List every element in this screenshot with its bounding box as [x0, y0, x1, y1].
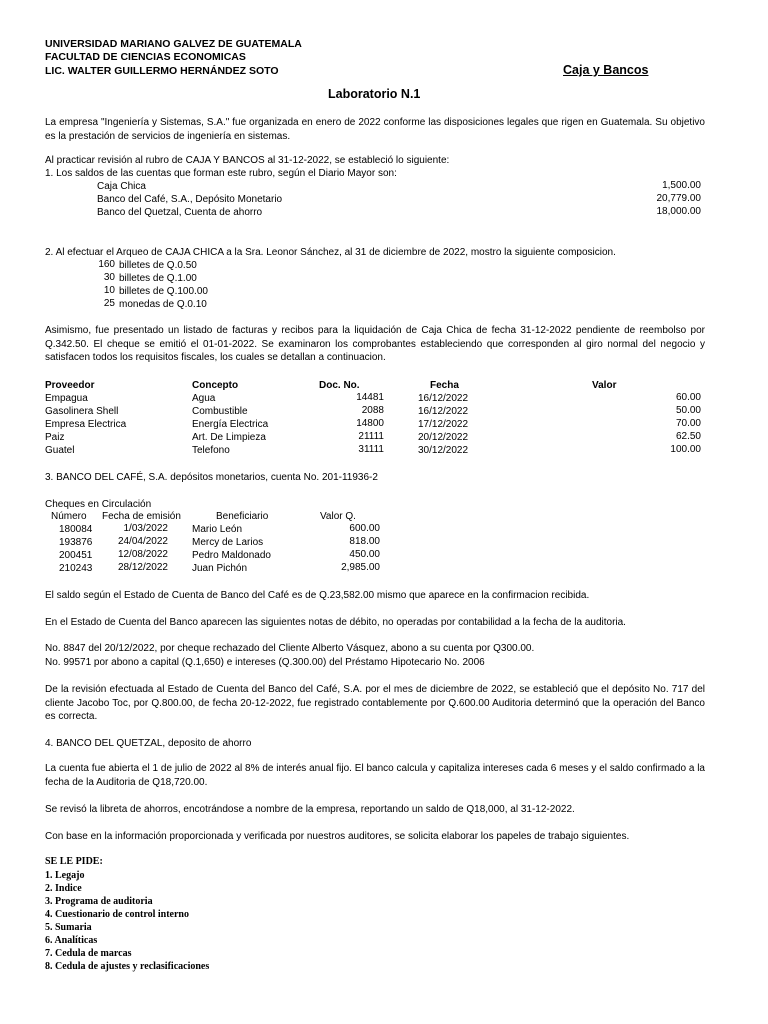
debit-note: No. 8847 del 20/12/2022, por cheque rechazado del Cliente Alberto Vásquez, abono a su cuenta por Q300.00.: [45, 643, 535, 654]
list-item: 7. Cedula de marcas: [45, 948, 132, 959]
check-cell: 1/03/2022: [123, 523, 168, 534]
list-item: 1. Legajo: [45, 870, 85, 881]
check-cell: Pedro Maldonado: [192, 550, 271, 561]
table-cell: Combustible: [192, 406, 248, 417]
list-item: 4. Cuestionario de control interno: [45, 909, 189, 920]
revision-line: Al practicar revisión al rubro de CAJA Y BANCOS al 31-12-2022, se estableció lo siguiente:: [45, 155, 450, 166]
table-cell: 30/12/2022: [418, 445, 469, 456]
requirements-title: SE LE PIDE:: [45, 856, 103, 867]
table-header: Concepto: [192, 380, 239, 391]
table-cell: 62.50: [675, 431, 701, 442]
check-cell: 193876: [59, 537, 93, 548]
list-item: 3. Programa de auditoria: [45, 896, 153, 907]
table-cell: Paiz: [45, 432, 65, 443]
composition-qty: 160: [98, 259, 115, 270]
check-cell: Mario León: [192, 524, 243, 535]
list-item: 8. Cedula de ajustes y reclasificaciones: [45, 961, 210, 972]
table-cell: 14800: [356, 418, 384, 429]
table-cell: 21111: [358, 431, 384, 442]
table-cell: Agua: [192, 393, 216, 404]
check-cell: 210243: [59, 563, 93, 574]
check-cell: 450.00: [349, 549, 380, 560]
saldo-paragraph: El saldo según el Estado de Cuenta de Banco del Café es de Q.23,582.00 mismo que aparece en la confirmacion recibida.: [45, 590, 590, 601]
savings-account-paragraph: La cuenta fue abierta el 1 de julio de 2022 al 8% de interés anual fijo. El banco calcula y capitaliza intereses cada 6 meses y el saldo confirmado a la fecha de la Auditoria de Q18,720.00.: [45, 763, 705, 788]
check-cell: 600.00: [349, 523, 380, 534]
table-cell: 70.00: [675, 418, 701, 429]
table-cell: 17/12/2022: [418, 419, 469, 430]
account-name: Banco del Quetzal, Cuenta de ahorro: [97, 207, 263, 218]
composition-qty: 10: [103, 285, 115, 296]
table-cell: Gasolinera Shell: [45, 406, 119, 417]
account-name: Caja Chica: [97, 181, 146, 192]
check-cell: Juan Pichón: [192, 563, 248, 574]
item1-text: 1. Los saldos de las cuentas que forman este rubro, según el Diario Mayor son:: [45, 168, 397, 179]
check-cell: 200451: [59, 550, 93, 561]
faculty-name: FACULTAD DE CIENCIAS ECONOMICAS: [45, 51, 246, 63]
table-cell: 2088: [361, 405, 384, 416]
item2-text: 2. Al efectuar el Arqueo de CAJA CHICA a la Sra. Leonor Sánchez, al 31 de diciembre de 2022, mostro la siguiente composicion.: [45, 247, 616, 258]
table-cell: Empresa Electrica: [45, 419, 127, 430]
debit-notes-intro: En el Estado de Cuenta del Banco aparecen las siguientes notas de débito, no operadas por contabilidad a la fecha de la auditoria.: [45, 617, 626, 628]
item4-text: 4. BANCO DEL QUETZAL, deposito de ahorro: [45, 738, 252, 749]
table-cell: Guatel: [45, 445, 75, 456]
table-cell: 60.00: [675, 392, 701, 403]
check-cell: 180084: [59, 524, 93, 535]
deposit-paragraph: De la revisión efectuada al Estado de Cuenta del Banco del Café, S.A. por el mes de diciembre de 2022, se estableció que el depósito No. 717 del cliente Jacobo Toc, por Q.800.00, de fecha 20-12-2022, fue registrado contablemente por Q.600.00 Auditoria determinó que la operación del Banco es correcta.: [45, 684, 705, 722]
check-cell: 12/08/2022: [117, 549, 168, 560]
check-cell: 818.00: [349, 536, 380, 547]
checks-header: Beneficiario: [216, 511, 269, 522]
checks-header: Valor Q.: [320, 511, 356, 522]
table-cell: 100.00: [670, 444, 701, 455]
table-header: Fecha: [430, 380, 459, 391]
check-cell: 24/04/2022: [117, 536, 168, 547]
account-amount: 1,500.00: [662, 180, 701, 191]
item3-text: 3. BANCO DEL CAFÉ, S.A. depósitos monetarios, cuenta No. 201-11936-2: [45, 472, 378, 483]
table-header: Proveedor: [45, 380, 95, 391]
request-paragraph: Con base en la información proporcionada y verificada por nuestros auditores, se solicita elaborar los papeles de trabajo siguientes.: [45, 831, 630, 842]
composition-desc: monedas de Q.0.10: [119, 299, 207, 310]
subject-title: Caja y Bancos: [563, 63, 649, 77]
list-item: 5. Sumaria: [45, 922, 92, 933]
table-cell: 50.00: [675, 405, 701, 416]
composition-desc: billetes de Q.100.00: [119, 286, 208, 297]
table-cell: 16/12/2022: [418, 406, 469, 417]
account-amount: 18,000.00: [656, 206, 701, 217]
libreta-paragraph: Se revisó la libreta de ahorros, encotrándose a nombre de la empresa, reportando un saldo de Q18,000, al 31-12-2022.: [45, 804, 575, 815]
checks-header: Fecha de emisión: [102, 511, 181, 522]
list-item: 6. Analíticas: [45, 935, 98, 946]
university-name: UNIVERSIDAD MARIANO GALVEZ DE GUATEMALA: [45, 38, 302, 50]
table-header: Doc. No.: [319, 380, 360, 391]
table-header: Valor: [592, 380, 617, 391]
check-cell: 28/12/2022: [117, 562, 168, 573]
table-cell: Art. De Limpieza: [192, 432, 266, 443]
composition-desc: billetes de Q.1.00: [119, 273, 197, 284]
composition-qty: 25: [103, 298, 115, 309]
composition-desc: billetes de Q.0.50: [119, 260, 197, 271]
table-cell: Telefono: [192, 445, 230, 456]
debit-note: No. 99571 por abono a capital (Q.1,650) e intereses (Q.300.00) del Préstamo Hipotecario No. 2006: [45, 657, 485, 668]
page-title: Laboratorio N.1: [328, 87, 421, 101]
invoices-paragraph: Asimismo, fue presentado un listado de facturas y recibos para la liquidación de Caja Chica de fecha 31-12-2022 pendiente de reembolso por Q.342.50. El cheque se emitió el 01-01-2022. Se examinaron los comprobantes estableciendo que corresponden al giro normal del negocio y satisfacen todos los requisitos fiscales, los cuales se detallan a continuacion.: [45, 325, 705, 363]
account-name: Banco del Café, S.A., Depósito Monetario: [97, 194, 283, 205]
check-cell: Mercy de Larios: [192, 537, 264, 548]
list-item: 2. Indice: [45, 883, 82, 894]
account-amount: 20,779.00: [656, 193, 701, 204]
table-cell: Empagua: [45, 393, 88, 404]
checks-header: Número: [51, 511, 87, 522]
table-cell: 20/12/2022: [418, 432, 469, 443]
table-cell: 14481: [356, 392, 384, 403]
intro-paragraph: La empresa "Ingeniería y Sistemas, S.A." fue organizada en enero de 2022 conforme las disposiciones legales que rigen en Guatemala. Su objetivo es la prestación de servicios de ingeniería en sistemas.: [45, 117, 705, 142]
check-cell: 2,985.00: [341, 562, 380, 573]
composition-qty: 30: [103, 272, 115, 283]
table-cell: Energía Electrica: [192, 419, 269, 430]
checks-title: Cheques en Circulación: [45, 499, 152, 510]
table-cell: 16/12/2022: [418, 393, 469, 404]
professor-name: LIC. WALTER GUILLERMO HERNÁNDEZ SOTO: [45, 65, 279, 77]
table-cell: 31111: [358, 444, 384, 455]
